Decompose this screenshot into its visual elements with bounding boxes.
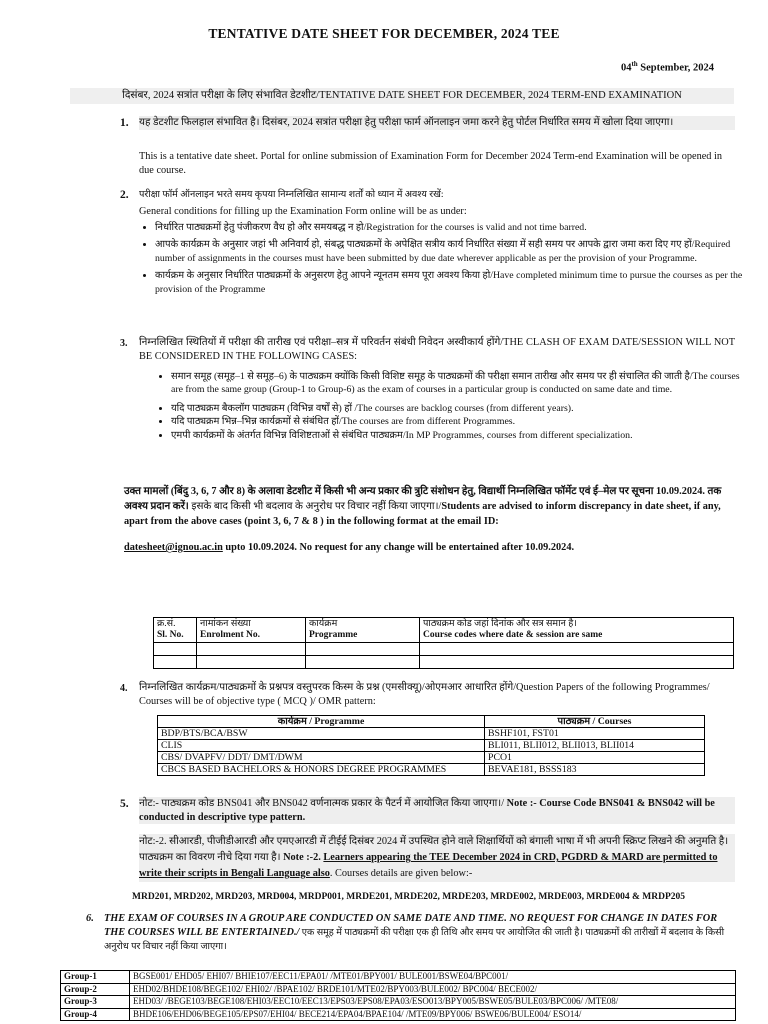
group-label: Group-3 — [61, 996, 130, 1009]
case-different-programmes: • यदि पाठ्यक्रम भिन्न–भिन्न कार्यक्रमों से संबंधित हों/The courses are from different Programmes. — [171, 415, 751, 428]
group-courses: EHD02/BHDE108/BEGE102/ EHI02/ /BPAE102/ BRDE101/MTE02/BPY003/BULE002/ BPC004/ BECE002/ — [130, 983, 736, 996]
header-enrolment-hi: नामांकन संख्या — [200, 619, 251, 629]
condition-minimum-time: • कार्यक्रम के अनुसार निर्धारित पाठ्यक्रमों के अनुसरण हेतु आपने न्यूनतम समय पूरा अवश्य किया हो/Have completed minimum time to pursue the courses as per the provision of the Programme — [155, 269, 751, 296]
point-6-text — [104, 912, 736, 955]
header-programme-hi: कार्यक्रम — [309, 619, 338, 629]
header-course-codes — [420, 618, 734, 643]
table-row — [61, 1008, 736, 1021]
header-sl-no-en: Sl. No. — [157, 630, 184, 640]
discrepancy-hindi: इसके बाद किसी भी बदलाव के अनुरोध पर विचार नहीं किया जाएगा।/ — [188, 501, 442, 512]
header-enrolment — [197, 618, 306, 643]
point-3-text: निम्नलिखित स्थितियों में परीक्षा की तारीख एवं परीक्षा–सत्र में परिवर्तन संबंधी निवेदन अस्वीकार्य होंगे/THE CLASH OF EXAM DATE/SESSION WILL NOT BE CONSIDERED IN THE FOLLOWING CASES: — [139, 337, 735, 362]
condition-registration: • निर्धारित पाठ्यक्रमों हेतु पंजीकरण वैध हो और समयबद्ध न हो/Registration for the courses is valid and not time barred. — [155, 221, 751, 234]
table-cell — [197, 656, 306, 669]
group-label: Group-4 — [61, 1008, 130, 1021]
table-row — [158, 752, 705, 764]
table-row — [154, 656, 734, 669]
note-2-hindi: नोट:-2. सीआरडी, पीजीडीआरडी और एमएआरडी में टीईई दिसंबर 2024 में उपस्थित होने वाले शिक्षार्थियों को बंगाली भाषा में भी अपनी स्क्रिप्ट लिखने की अनुमति है। पाठ्यक्रम का विवरण नीचे दिया गया है। — [139, 836, 729, 863]
point-6-hindi: एक समूह में पाठ्यक्रमों की परीक्षा एक ही तिथि और समय पर आयोजित की जाती है। पाठ्यक्रमों की तारीखों में बदलाव के किसी अनुरोध पर विचार नहीं किया जाएगा। — [104, 927, 725, 953]
note-1-hindi: नोट:- पाठ्यक्रम कोड BNS041 और BNS042 वर्णनात्मक प्रकार के पैटर्न में आयोजित किया जाएगा।/ — [139, 798, 507, 809]
table-cell — [197, 643, 306, 656]
header-courses-col: पाठ्यक्रम / Courses — [485, 716, 705, 728]
programme-cell: BDP/BTS/BCA/BSW — [158, 728, 485, 740]
point-3-cases-list — [155, 370, 751, 442]
table-row — [154, 643, 734, 656]
header-sl-no — [154, 618, 197, 643]
courses-cell: BLI011, BLII012, BLII013, BLII014 — [485, 740, 705, 752]
date-suffix: th — [631, 60, 638, 68]
table-row — [61, 996, 736, 1009]
table-row — [158, 728, 705, 740]
point-6-number: 6. — [86, 913, 94, 924]
point-2-hindi: परीक्षा फॉर्म ऑनलाइन भरते समय कृपया निम्नलिखित सामान्य शर्तों को ध्यान में अवश्य रखें: — [139, 190, 444, 200]
header-programme-en: Programme — [309, 630, 358, 640]
case-backlog: • यदि पाठ्यक्रम बैकलॉग पाठ्यक्रम (विभिन्न वर्षों से) हों /The courses are backlog courses (from different years). — [171, 402, 751, 415]
group-label: Group-1 — [61, 971, 130, 984]
table-cell — [420, 656, 734, 669]
table-header-row — [154, 618, 734, 643]
datesheet-email-link[interactable]: datesheet@ignou.ac.in — [124, 542, 223, 553]
programme-cell: CBCS BASED BACHELORS & HONORS DEGREE PROGRAMMES — [158, 764, 485, 776]
table-row — [61, 983, 736, 996]
table-row — [61, 971, 736, 984]
page-title: TENTATIVE DATE SHEET FOR DECEMBER, 2024 TEE — [208, 26, 560, 41]
header-sl-no-hi: क्र.सं. — [157, 619, 176, 629]
condition-assignments: • आपके कार्यक्रम के अनुसार जहां भी अनिवार्य हो, संबद्ध पाठ्यक्रमों के अपेक्षित सत्रीय कार्य निर्धारित संख्या में सही समय पर आपके द्वारा जमा करा दिए गए हों/Required number of assignments in the courses must have been submitted by due date wherever applicable as per the provision of your Programme. — [155, 238, 751, 265]
header-enrolment-en: Enrolment No. — [200, 630, 260, 640]
table-cell — [420, 643, 734, 656]
point-5-number: 5. — [120, 798, 129, 810]
email-deadline: upto 10.09.2024. No request for any change will be entertained after 10.09.2024. — [222, 542, 575, 553]
group-courses: BGSE001/ EHD05/ EHI07/ BHIE107/EEC11/EPA01/ /MTE01/BPY001/ BULE001/BSWE04/BPC001/ — [130, 971, 736, 984]
point-4-text: निम्नलिखित कार्यक्रम/पाठ्यक्रमों के प्रश्नपत्र वस्तुपरक किस्म के प्रश्न (एमसीक्यू)/ओएमआर आधारित होंगे/Question Papers of the following Programmes/ Courses will be of objective type ( MCQ )/ OMR pattern: — [139, 682, 710, 707]
group-courses: BHDE106/EHD06/BEGE105/EPS07/EHI04/ BECE214/EPA04/BPAE104/ /MTE09/BPY006/ BSWE06/BULE004/ ESO14/ — [130, 1008, 736, 1021]
point-2-conditions-list — [139, 221, 751, 296]
note-1-english: Note :- Course Code BNS041 & BNS042 will be conducted in descriptive type pattern. — [139, 798, 715, 823]
discrepancy-hindi-bold: उक्त मामलों (बिंदु 3, 6, 7 और 8) के अलावा डेटशीट में किसी भी अन्य प्रकार की त्रुटि संशोधन हेतु, विद्यार्थी निम्नलिखित फॉर्मेट एवं ई–मेल पर सूचना 10.09.2024. तक अवश्य प्रदान करें। — [124, 486, 722, 512]
point-1-number: 1. — [120, 117, 129, 129]
date-month-year: September, 2024 — [637, 62, 714, 74]
table-cell — [154, 656, 197, 669]
table-cell — [306, 656, 420, 669]
case-mp-specialization: • एमपी कार्यक्रमों के अंतर्गत विभिन्न विशिष्टताओं से संबंधित पाठ्यक्रम/In MP Programmes, courses from different specialization. — [171, 429, 751, 442]
issue-date — [621, 60, 714, 74]
group-label: Group-2 — [61, 983, 130, 996]
email-line — [124, 541, 736, 555]
header-course-codes-hi: पाठ्यक्रम कोड जहां दिनांक और सत्र समान है। — [423, 619, 577, 629]
point-6-english: THE EXAM OF COURSES IN A GROUP ARE CONDUCTED ON SAME DATE AND TIME. NO REQUEST FOR CHANGE IN DATES FOR THE COURSES WILL BE ENTERTAINED./ — [104, 913, 718, 938]
mcq-programmes-table — [157, 715, 705, 776]
header-banner: दिसंबर, 2024 सत्रांत परीक्षा के लिए संभावित डेटशीट/TENTATIVE DATE SHEET FOR DECEMBER, 2024 TERM-END EXAMINATION — [70, 88, 734, 104]
table-cell — [306, 643, 420, 656]
mcq-table-header — [158, 716, 705, 728]
table-row — [158, 740, 705, 752]
table-cell — [154, 643, 197, 656]
point-5-note-1 — [139, 797, 735, 824]
note-2-label: Note :-2. — [283, 852, 324, 863]
point-2-english: General conditions for filling up the Examination Form online will be as under: — [139, 206, 467, 217]
point-3-number: 3. — [120, 338, 128, 349]
table-row — [158, 764, 705, 776]
point-5-note-2 — [139, 834, 735, 882]
programme-cell: CBS/ DVAPFV/ DDT/ DMT/DWM — [158, 752, 485, 764]
case-same-group: • समान समूह (समूह–1 से समूह–6) के पाठ्यक्रम क्योंकि किसी विशिष्ट समूह के पाठ्यक्रमों की परीक्षा समान तारीख और समय पर ही संचालित की जाती है/The courses are from the same group (Group-1 to Group-6) as the exam of courses in a particular group is conducted on same date and time. — [171, 370, 751, 397]
point-1-hindi: यह डेटशीट फिलहाल संभावित है। दिसंबर, 2024 सत्रांत परीक्षा हेतु परीक्षा फार्म ऑनलाइन जमा करने हेतु पोर्टल निर्धारित समय में खोला दिया जाएगा। — [139, 116, 735, 130]
courses-cell: PCO1 — [485, 752, 705, 764]
point-1-english: This is a tentative date sheet. Portal for online submission of Examination Form for December 2024 Term-end Examination will be opened in due course. — [139, 151, 723, 176]
discrepancy-note — [124, 484, 736, 529]
point-4-number: 4. — [120, 683, 128, 694]
header-programme — [306, 618, 420, 643]
group-courses: EHD03/ /BEGE103/BEGE108/EHI03/EEC10/EEC13/EPS03/EPS08/EPA03/ESO013/BPY005/BSWE05/BULE03/BPC006/ /MTE08/ — [130, 996, 736, 1009]
header-course-codes-en: Course codes where date & session are same — [423, 630, 603, 640]
programme-cell: CLIS — [158, 740, 485, 752]
note-2-english: Learners appearing the TEE December 2024 in CRD, PGDRD & MARD are permitted to write their scripts in Bengali Language also — [139, 852, 718, 879]
date-day: 04 — [620, 62, 632, 74]
note-2-tail: . Courses details are given below:- — [329, 868, 473, 879]
courses-cell: BSHF101, FST01 — [485, 728, 705, 740]
course-groups-table — [60, 970, 736, 1021]
header-programme-col: कार्यक्रम / Programme — [158, 716, 485, 728]
discrepancy-format-table — [153, 617, 734, 669]
courses-cell: BEVAE181, BSSS183 — [485, 764, 705, 776]
point-2-number: 2. — [120, 189, 129, 201]
discrepancy-english: Students are advised to inform discrepancy in date sheet, if any, apart from the above cases (point 3, 6, 7 & 8 ) in the following format at the email ID: — [124, 501, 721, 527]
bengali-course-codes: MRD201, MRD202, MRD203, MRD004, MRDP001, MRDE201, MRDE202, MRDE203, MRDE002, MRDE003, MRDE004 & MRDP205 — [132, 892, 686, 902]
